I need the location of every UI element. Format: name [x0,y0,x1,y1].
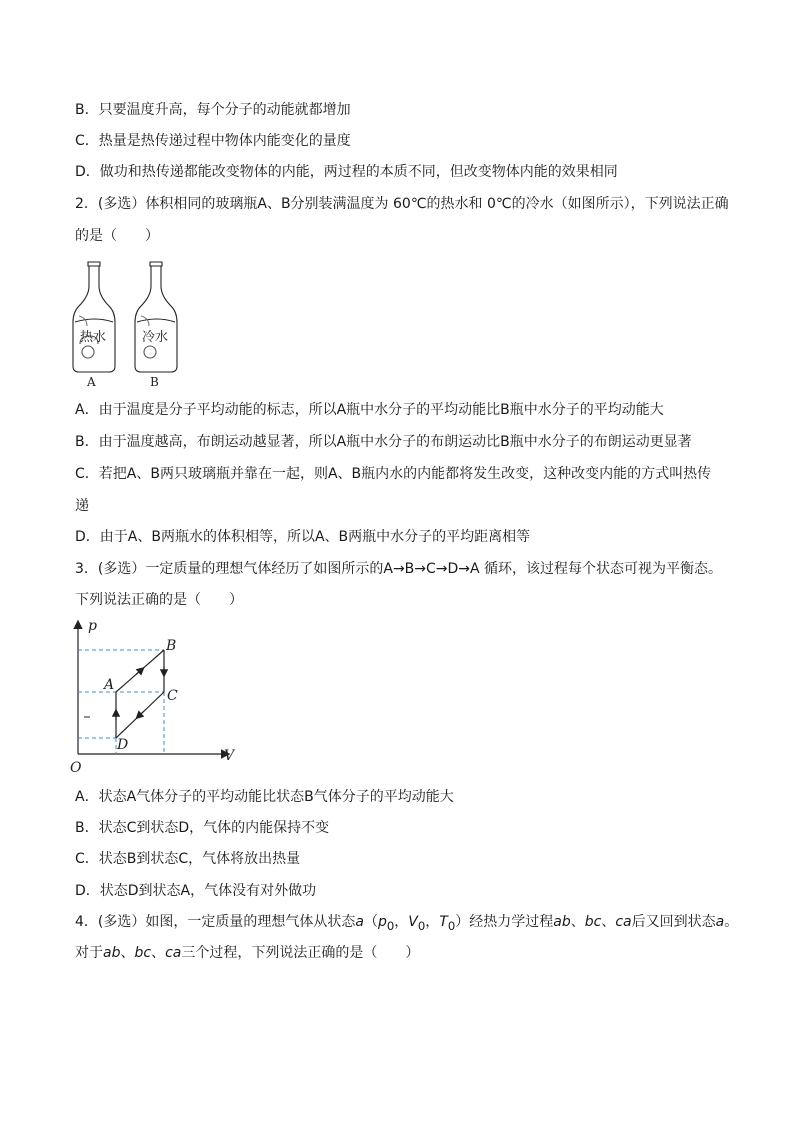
bottles-figure [70,256,180,392]
sep: 、 [120,945,135,961]
q3-option-a: A．状态A气体分子的平均动能比状态B气体分子的平均动能大 [75,789,454,805]
q4-stem-text: 4．(多选）如图，一定质量的理想气体从状态 [75,914,356,930]
paren-open: （ [363,914,378,930]
bottle-a-label: A [87,375,96,389]
point-b-label: B [166,638,177,654]
period: 。 [724,914,739,930]
arrow-ab [136,669,142,674]
q3-option-c: C．状态B到状态C，气体将放出热量 [75,851,301,867]
sub-t: 0 [447,918,456,933]
sep: 、 [601,914,616,930]
paren-close: ）经热力学过程 [455,914,554,930]
bottle-b-text: 冷水 [142,330,169,345]
process-bc: bc [134,945,152,961]
var-p: p [377,914,387,930]
q3-stem-line1: 3．(多选）一定质量的理想气体经历了如图所示的A→B→C→D→A 循环，该过程每个状态可视为平衡态。 [75,561,723,577]
q4-stem-text: 对于 [75,945,103,961]
process-ab: ab [103,945,121,961]
state-a: a [715,914,725,930]
q2-option-d: D．由于A、B两瓶水的体积相等，所以A、B两瓶中水分子的平均距离相等 [75,529,531,545]
bottle-b-label: B [150,375,159,389]
var-v: V [408,914,418,930]
pv-diagram [70,616,240,778]
state-a: a [355,914,364,930]
q2-option-a: A．由于温度是分子平均动能的标志，所以A瓶中水分子的平均动能比B瓶中水分子的平均动能大 [75,402,664,418]
bottle-a [73,262,115,372]
q2-stem-line2: 的是（ ） [75,228,159,244]
q1-option-d: D．做功和热传递都能改变物体的内能，两过程的本质不同，但改变物体内能的效果相同 [75,164,618,180]
q2-option-b: B．由于温度越高，布朗运动越显著，所以A瓶中水分子的布朗运动比B瓶中水分子的布朗运动更显著 [75,434,692,450]
q4-stem-line1 [75,912,738,936]
q2-option-c-line1: C．若把A、B两只玻璃瓶并靠在一起，则A、B瓶内水的内能都将发生改变，这种改变内能的方式叫热传 [75,466,712,482]
sub-v: 0 [417,918,426,933]
process-bc: bc [584,914,602,930]
q1-option-c: C．热量是热传递过程中物体内能变化的量度 [75,133,351,149]
sub-p: 0 [386,918,395,933]
point-c-label: C [167,688,178,704]
arrow-cd [138,711,144,717]
sep: 、 [151,945,166,961]
process-ca: ca [615,914,632,930]
process-ab: ab [553,914,571,930]
q1-option-b: B．只要温度升高，每个分子的动能就都增加 [75,102,351,118]
sep: ， [394,914,409,930]
point-d-label: D [117,737,129,753]
q3-option-d: D．状态D到状态A，气体没有对外做功 [75,883,317,899]
sep: ， [425,914,440,930]
bottle-a-text: 热水 [80,330,107,345]
bottle-b [135,262,177,372]
q2-option-c-line2: 递 [75,498,89,514]
process-ca: ca [165,945,182,961]
q4-stem-tail: 三个过程，下列说法正确的是（ ） [181,945,420,961]
q4-stem-tail: 后又回到状态 [631,914,716,930]
q2-stem-line1: 2．(多选）体积相同的玻璃瓶A、B分别装满温度为 60℃的热水和 0℃的冷水（如图所示），下列说法正确 [75,196,729,212]
v-axis-label: V [224,748,235,764]
sep: 、 [570,914,585,930]
cycle-path [116,650,164,738]
p-axis-label: p [88,618,97,634]
origin-label: O [70,760,82,776]
point-a-label: A [104,677,115,693]
q4-stem-line2 [75,943,419,963]
q3-option-b: B．状态C到状态D，气体的内能保持不变 [75,820,330,836]
var-t: T [439,914,448,930]
q3-stem-line2: 下列说法正确的是（ ） [75,592,243,608]
